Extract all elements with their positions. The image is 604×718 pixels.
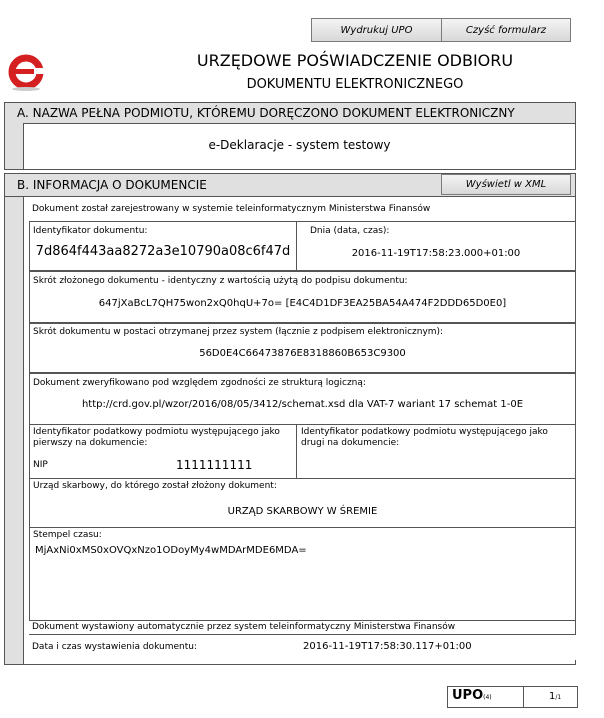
timestamp-box <box>29 527 576 621</box>
issued-note: Dokument wystawiony automatycznie przez system teleinformatyczny Ministerstwa Finansów <box>32 622 456 632</box>
page-number: 1/1 <box>549 691 562 702</box>
issued-datetime-value: 2016-11-19T17:58:30.117+01:00 <box>303 641 472 652</box>
section-a-heading: A. NAZWA PEŁNA PODMIOTU, KTÓREMU DORĘCZONO DOKUMENT ELEKTRONICZNY <box>4 102 576 124</box>
section-b-heading: B. INFORMACJA O DOKUMENCIE <box>4 173 576 197</box>
clear-form-button[interactable]: Czyść formularz <box>441 18 571 42</box>
schema-value: http://crd.gov.pl/wzor/2016/08/05/3412/schemat.xsd dla VAT-7 wariant 17 schemat 1-0E <box>81 399 524 410</box>
ministry-logo-icon <box>6 52 46 92</box>
office-label: Urząd skarbowy, do którego został złożony dokument: <box>33 481 277 491</box>
form-code: UPO(4) <box>452 688 492 703</box>
print-upo-button[interactable]: Wydrukuj UPO <box>311 18 442 42</box>
registered-note: Dokument został zarejestrowany w systemie teleinformatycznym Ministerstwa Finansów <box>32 204 431 214</box>
section-a-margin <box>4 123 24 170</box>
hash-value: 647jXaBcL7QH75won2xQ0hqU+7o= [E4C4D1DF3EA25BA54A474F2DDD65D0E0] <box>98 298 507 309</box>
tax-id1-label: Identyfikator podatkowy podmiotu występującego jako pierwszy na dokumencie: <box>33 427 280 448</box>
schema-label: Dokument zweryfikowano pod względem zgodności ze strukturą logiczną: <box>33 378 366 388</box>
doc-id-value: 7d864f443aa8272a3e10790a08c6f47d <box>35 244 291 259</box>
office-value: URZĄD SKARBOWY W ŚREMIE <box>227 506 378 517</box>
timestamp-value: MjAxNi0xMS0xOVQxNzo1ODoyMy4wMDArMDE6MDA= <box>35 545 307 556</box>
date-label: Dnia (data, czas): <box>310 226 390 236</box>
nip-label: NIP <box>33 460 48 470</box>
recipient-name: e-Deklaracje - system testowy <box>208 138 391 152</box>
date-value: 2016-11-19T17:58:23.000+01:00 <box>351 248 521 259</box>
view-xml-button[interactable]: Wyświetl w XML <box>441 174 571 195</box>
page-subtitle: DOKUMENTU ELEKTRONICZNEGO <box>246 77 464 92</box>
tax-id2-label: Identyfikator podatkowy podmiotu występującego jako drugi na dokumencie: <box>301 427 548 448</box>
hash-label: Skrót złożonego dokumentu - identyczny z wartością użytą do podpisu dokumentu: <box>33 276 408 286</box>
page-title: URZĘDOWE POŚWIADCZENIE ODBIORU <box>196 51 514 70</box>
hash2-value: 56D0E4C66473876E8318860B653C9300 <box>199 348 406 359</box>
nip-value: 1111111111 <box>176 458 253 472</box>
issued-datetime-label: Data i czas wystawienia dokumentu: <box>32 642 197 652</box>
hash2-label: Skrót dokumentu w postaci otrzymanej przez system (łącznie z podpisem elektronicznym): <box>33 327 444 337</box>
section-b-margin <box>4 197 24 665</box>
timestamp-label: Stempel czasu: <box>33 530 102 540</box>
doc-id-label: Identyfikator dokumentu: <box>33 226 148 236</box>
